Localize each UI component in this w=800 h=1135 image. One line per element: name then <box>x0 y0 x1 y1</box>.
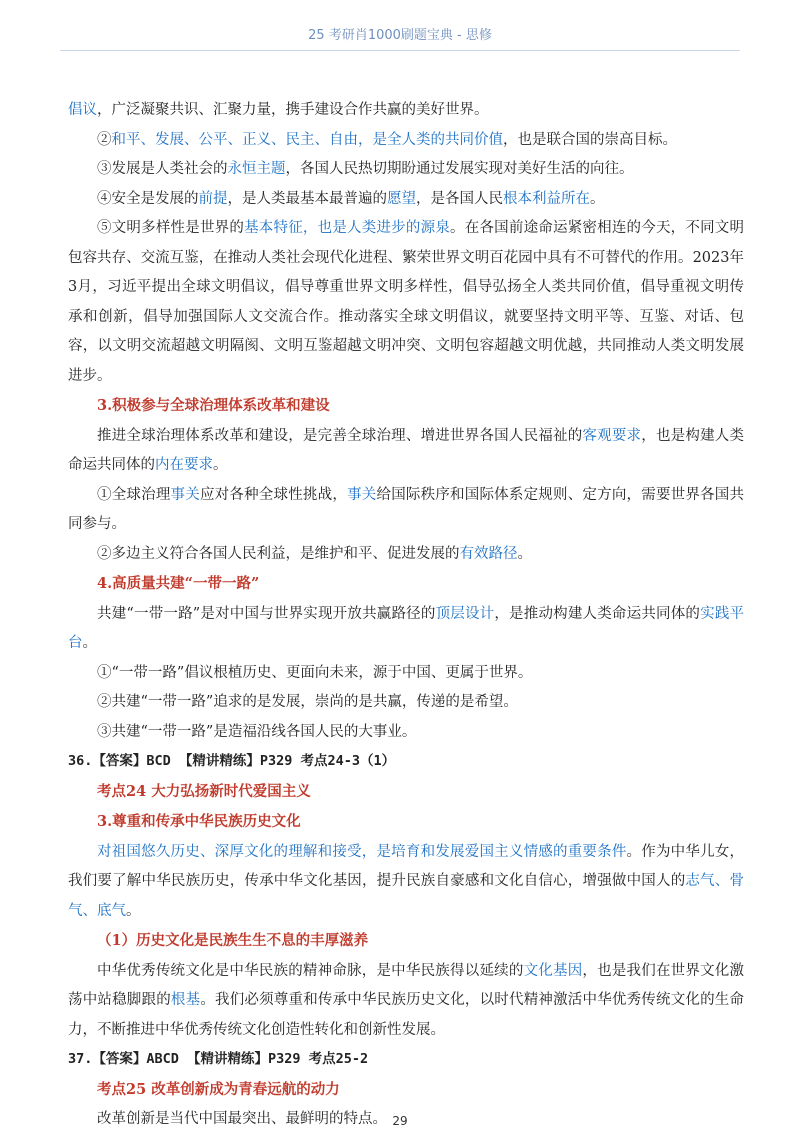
highlight-text: 基本特征，也是人类进步的源泉 <box>244 220 451 236</box>
text-run: ，是推动构建人类命运共同体的 <box>494 605 701 622</box>
text-run: 。 <box>213 457 228 473</box>
text-run: 共建“一带一路”是对中国与世界实现开放共赢路径的 <box>97 605 436 622</box>
header-divider <box>60 50 740 51</box>
text-run: ，是各国人民 <box>416 190 503 207</box>
text-run: ①“一带一路”倡议根植历史、更面向未来，源于中国、更属于世界。 <box>97 664 533 681</box>
text-run: 37.【答案】ABCD 【精讲精练】P329 考点25-2 <box>68 1051 369 1067</box>
highlight-text: 倡议 <box>68 102 97 118</box>
text-run: 。 <box>517 545 532 562</box>
highlight-text: 永恒主题 <box>227 161 286 177</box>
page-number: 29 <box>392 1114 408 1128</box>
section-heading: 3.尊重和传承中华民族历史文化 <box>97 813 301 830</box>
paragraph <box>68 688 744 718</box>
highlight-text: 愿望 <box>387 190 416 207</box>
text-run: ② <box>97 131 112 148</box>
section-heading: 考点25 改革创新成为青春远航的动力 <box>97 1080 340 1098</box>
text-run: 。作为中华儿女，我们要了解中华民族历史，传承中华文化基因，提升民族自豪感和文化自信心，增强做中国人的 <box>68 843 744 889</box>
highlight-text: 前提 <box>198 190 228 207</box>
text-run: ，是人类最基本最普遍的 <box>227 190 387 207</box>
highlight-text: 实践平台 <box>68 605 745 651</box>
text-run: ③共建“一带一路”是造福沿线各国人民的大事业。 <box>97 723 417 740</box>
highlight-text: 内在要求 <box>155 457 213 473</box>
paragraph <box>68 777 744 808</box>
paragraph <box>68 838 744 927</box>
text-run: 。 <box>126 902 141 919</box>
paragraph <box>68 422 744 481</box>
highlight-text: 有效路径 <box>459 545 518 562</box>
paragraph <box>68 569 744 600</box>
highlight-text: 根本利益所在 <box>503 190 590 207</box>
highlight-text: 客观要求 <box>582 427 642 444</box>
text-run: ⑤文明多样性是世界的 <box>97 220 245 236</box>
document-body <box>68 96 744 1135</box>
highlight-text: 志气、骨气、底气 <box>68 873 745 919</box>
answer-line <box>68 747 744 777</box>
text-run: 给国际秩序和国际体系定规则、定方向，需要世界各国共同参与。 <box>68 486 745 532</box>
text-run: 中华优秀传统文化是中华民族的精神命脉，是中华民族得以延续的 <box>97 962 524 979</box>
highlight-text: 文化基因 <box>523 962 583 979</box>
paragraph <box>68 600 744 659</box>
text-run: ④安全是发展的 <box>97 190 199 207</box>
paragraph <box>68 481 744 540</box>
text-run: ，各国人民热切期盼通过发展实现对美好生活的向往。 <box>285 161 634 177</box>
section-heading: 3.积极参与全球治理体系改革和建设 <box>97 397 330 414</box>
text-run: ，也是构建人类命运共同体的 <box>68 427 745 473</box>
paragraph <box>68 957 744 1046</box>
text-run: 应对各种全球性挑战， <box>199 486 348 503</box>
text-run: ，也是我们在世界文化激荡中站稳脚跟的 <box>68 962 745 1008</box>
paragraph <box>68 718 744 748</box>
text-run: ，广泛凝聚共识、汇聚力量，携手建设合作共赢的美好世界。 <box>97 102 489 118</box>
highlight-text: 事关 <box>347 486 377 503</box>
text-run: ③发展是人类社会的 <box>97 161 228 177</box>
paragraph <box>68 185 744 215</box>
text-run: ②多边主义符合各国人民利益，是维护和平、促进发展的 <box>97 545 460 562</box>
highlight-text: 对祖国悠久历史、深厚文化的理解和接受，是培育和发展爱国主义情感的重要条件 <box>97 843 627 860</box>
paragraph <box>68 1075 744 1106</box>
answer-line <box>68 1045 744 1075</box>
paragraph <box>68 126 744 156</box>
text-run: 改革创新是当代中国最突出、最鲜明的特点。 <box>97 1111 387 1127</box>
text-run: ①全球治理 <box>97 486 171 503</box>
text-run: 。我们必须尊重和传承中华民族历史文化，以时代精神激活中华优秀传统文化的生命力，不断推进中华优秀传统文化创造性转化和创新性发展。 <box>68 992 745 1038</box>
text-run: ②共建“一带一路”追求的是发展，崇尚的是共赢，传递的是希望。 <box>97 694 518 710</box>
paragraph <box>68 659 744 689</box>
paragraph <box>68 540 744 570</box>
paragraph <box>68 391 744 422</box>
paragraph <box>68 214 744 391</box>
paragraph <box>68 926 744 957</box>
text-run: 。 <box>590 190 605 207</box>
highlight-text: 顶层设计 <box>435 605 495 622</box>
text-run: 。 <box>82 635 97 651</box>
text-run: 36.【答案】BCD 【精讲精练】P329 考点24-3（1） <box>68 753 396 769</box>
highlight-text: 根基 <box>170 992 201 1008</box>
paragraph <box>68 155 744 185</box>
paragraph <box>68 96 744 126</box>
section-heading: （1）历史文化是民族生生不息的丰厚滋养 <box>97 932 369 949</box>
section-heading: 4.高质量共建“一带一路” <box>97 575 260 592</box>
highlight-text: 和平、发展、公平、正义、民主、自由，是全人类的共同价值 <box>111 131 503 148</box>
text-run: ，也是联合国的崇高目标。 <box>503 131 677 148</box>
highlight-text: 事关 <box>170 486 200 503</box>
text-run: 。在各国前途命运紧密相连的今天，不同文明包容共存、交流互鉴，在推动人类社会现代化进程、繁荣世界文明百花园中具有不可替代的作用。2023年3月，习近平提出全球文明倡议，倡导尊重世界文明多样性，倡导弘扬全人类共同价值，倡导重视文明传承和创新，倡导加强国际人文交流合作。推动落实全球文明倡议，就要坚持文明平等、互鉴、对话、包容，以文明交流超越文明隔阂、文明互鉴超越文明冲突、文明包容超越文明优越，共同推动人类文明发展进步。 <box>68 220 745 384</box>
paragraph <box>68 807 744 838</box>
text-run: 推进全球治理体系改革和建设，是完善全球治理、增进世界各国人民福祉的 <box>97 427 583 444</box>
section-heading: 考点24 大力弘扬新时代爱国主义 <box>97 782 311 800</box>
page-header: 25 考研肖1000刷题宝典 - 思修 <box>308 28 492 43</box>
